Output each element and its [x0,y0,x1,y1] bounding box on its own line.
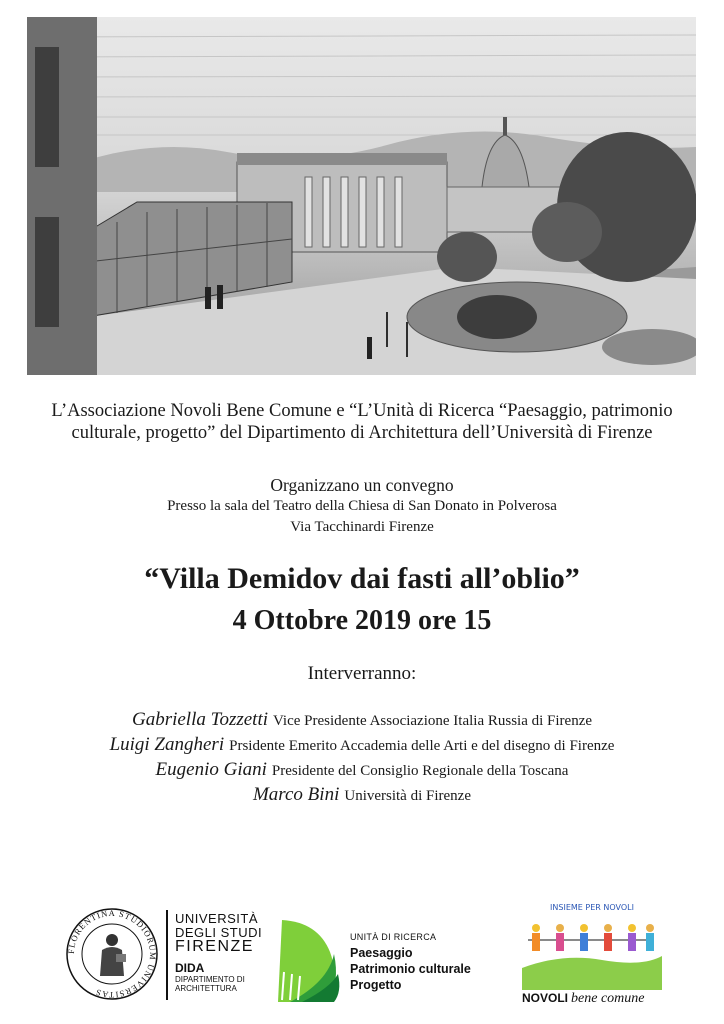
venue-line: Presso la sala del Teatro della Chiesa di San Donato in Polverosa [167,498,557,514]
unita-label: UNITÀ DI RICERCA [350,932,437,942]
novoli-bene-comune: bene comune [571,991,645,1006]
intro-line-1: L’Associazione Novoli Bene Comune e “L’Unità di Ricerca “Paesaggio, patrimonio [51,401,673,421]
speaker-row [0,733,724,758]
organizers-heading: Organizzano un convegno [270,475,454,495]
dida-sub-1: DIPARTIMENTO DI [175,975,245,984]
novoli-logo [520,898,664,1008]
novoli-tagline: INSIEME PER NOVOLI [550,903,634,912]
hero-illustration [27,17,696,375]
organizers-block [0,474,724,538]
speaker-name: Eugenio Giani [155,759,267,780]
address-line: Via Tacchinardi Firenze [290,519,434,535]
unita-lines [350,945,471,993]
speaker-row [0,708,724,733]
unifi-name-line-3: FIRENZE [175,938,254,955]
novoli-people-icon [522,898,662,990]
unifi-name-line-1: UNIVERSITÀ [175,911,259,926]
speaker-name: Gabriella Tozzetti [131,709,268,730]
dida-sub-2: ARCHITETTURA [175,984,237,993]
novoli-wordmark [522,989,644,1007]
event-datetime: 4 Ottobre 2019 ore 15 [232,605,492,636]
landscape-mark-icon [268,912,348,1008]
unifi-name [175,912,262,954]
novoli-name: NOVOLI [522,991,569,1005]
unifi-seal-icon [64,906,160,1002]
unita-line-3: Progetto [350,978,402,992]
speaker-name: Luigi Zangheri [109,734,225,755]
dida-label [175,961,245,993]
speakers-heading: Interverranno: [307,663,417,684]
dida-title: DIDA [175,961,205,975]
event-title: “Villa Demidov dai fasti all’oblio” [144,562,580,595]
speaker-role: Università di Firenze [344,788,471,804]
seal-text: FLORENTINA STUDIORUM UNIVERSITAS [65,907,159,1001]
logo-divider [166,910,168,1000]
unita-line-2: Patrimonio culturale [350,962,471,976]
speaker-row [0,758,724,783]
intro-text [0,400,724,444]
unifi-name-line-2: DEGLI STUDI [175,925,263,940]
speakers-list [0,708,724,808]
speaker-name: Marco Bini [252,784,340,805]
speaker-role: Prsidente Emerito Accademia delle Arti e del disegno di Firenze [229,738,615,754]
speaker-role: Vice Presidente Associazione Italia Russia di Firenze [273,713,593,729]
villa-demidov-engraving [27,17,696,375]
unita-ricerca-logo [268,912,498,1008]
speaker-row [0,783,724,808]
intro-line-2: culturale, progetto” del Dipartimento di Architettura dell’Università di Firenze [71,423,653,443]
unita-line-1: Paesaggio [350,946,413,960]
unifi-logo [64,906,274,1004]
speaker-role: Presidente del Consiglio Regionale della Toscana [271,763,569,779]
